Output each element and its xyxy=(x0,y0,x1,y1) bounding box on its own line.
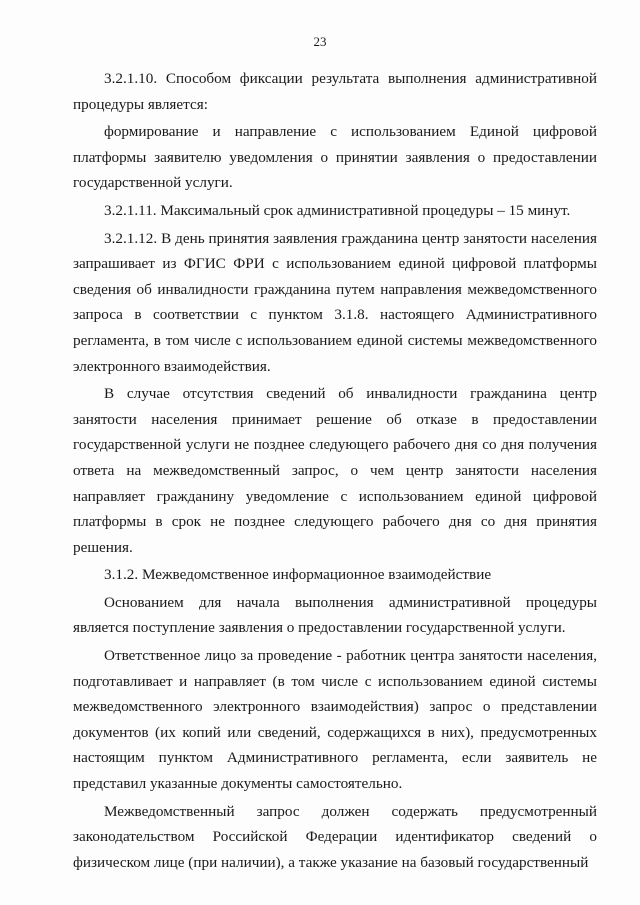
paragraph-3-2-1-12: 3.2.1.12. В день принятия заявления гражданина центр занятости населения запрашивает из ФГИС ФРИ с использованием единой цифровой платформы сведения об инвалидности гражданина путем направления межведомственного запроса в соответствии с пунктом 3.1.8. настоящего Административного регламента, в том числе с использованием единой системы межведомственного электронного взаимодействия. xyxy=(73,229,597,375)
paragraph-3-2-1-11: 3.2.1.11. Максимальный срок административной процедуры – 15 минут. xyxy=(104,201,571,219)
section-heading-3-1-2: 3.1.2. Межведомственное информационное взаимодействие xyxy=(104,566,492,584)
document-body xyxy=(73,66,597,877)
paragraph-disability-absence: В случае отсутствия сведений об инвалидности гражданина центр занятости населения принимает решение об отказе в предоставлении государственной услуги не позднее следующего рабочего дня со дня получения ответа на межведомственный запрос, о чем центр занятости населения направляет гражданину уведомление с использованием единой цифровой платформы в срок не позднее следующего рабочего дня со дня принятия решения. xyxy=(73,385,597,556)
paragraph-request-contents: Межведомственный запрос должен содержать предусмотренный законодательством Российской Федерации идентификатор сведений о физическом лице (при наличии), а также указание на базовый государственный xyxy=(73,802,597,871)
paragraph-basis: Основанием для начала выполнения административной процедуры является поступление заявления о предоставлении государственной услуги. xyxy=(73,593,597,637)
paragraph-notification: формирование и направление с использованием Единой цифровой платформы заявителю уведомления о принятии заявления о предоставлении государственной услуги. xyxy=(73,123,597,192)
paragraph-3-2-1-10: 3.2.1.10. Способом фиксации результата выполнения административной процедуры является: xyxy=(73,70,597,113)
page-number: 23 xyxy=(313,34,327,49)
paragraph-responsible-person: Ответственное лицо за проведение - работник центра занятости населения, подготавливает и направляет (в том числе с использованием единой системы межведомственного электронного взаимодействия) запрос о представлении документов (их копий или сведений, содержащихся в них), предусмотренных настоящим пунктом Административного регламента, если заявитель не представил указанные документы самостоятельно. xyxy=(73,647,597,793)
